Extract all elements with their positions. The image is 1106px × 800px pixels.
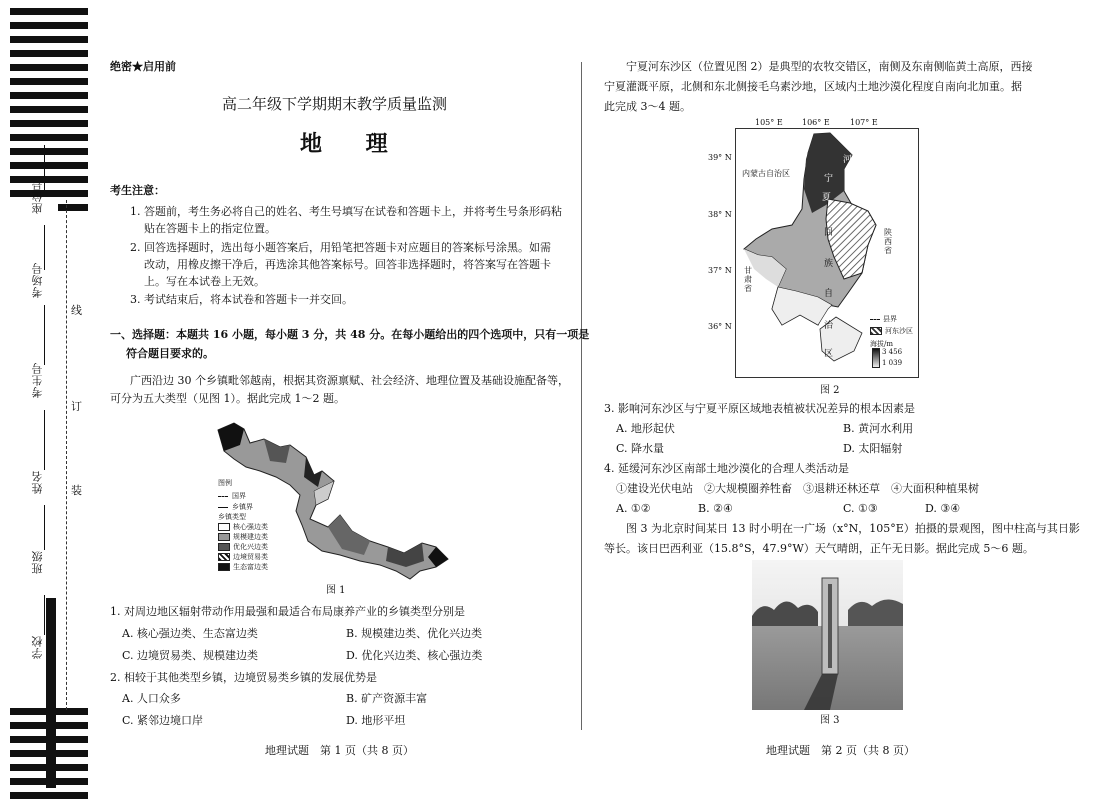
lon-tick: 106° E [802, 118, 830, 127]
page-footer-1: 地理试题 第 1 页（共 8 页） [265, 744, 414, 757]
notice-line: 1. 答题前，考生务必将自己的姓名、考生号填写在试卷和答题卡上，并将考生号条形码粘 [130, 205, 562, 218]
q1-option-c: C. 边境贸易类、规模建边类 [122, 649, 259, 662]
intro-text: 此完成 3～4 题。 [604, 100, 691, 113]
notice-line: 3. 考试结束后，将本试卷和答题卡一并交回。 [130, 293, 353, 306]
notice-title: 考生注意： [110, 184, 165, 197]
cut-mark-staple: 装 [71, 484, 82, 497]
field-line [44, 145, 45, 195]
page-footer-2: 地理试题 第 2 页（共 8 页） [766, 744, 915, 757]
notice-line: 贴在答题卡上的指定位置。 [144, 222, 276, 235]
fig2-legend-item: 县界 [870, 314, 897, 324]
label-gansu: 甘肃省 [744, 266, 752, 293]
map-char: 区 [824, 349, 834, 359]
q3-option-d: D. 太阳辐射 [843, 442, 903, 455]
exam-title: 高二年级下学期期末教学质量监测 [222, 95, 448, 113]
notice-line: 改动，用橡皮擦干净后，再选涂其他答案标号。回答非选择题时，将答案写在答题卡 [144, 258, 551, 271]
lon-tick: 105° E [755, 118, 783, 127]
intro-text: 图 3 为北京时间某日 13 时小明在一广场（x°N，105°E）拍摄的景观图，图中柱高与其日影 [626, 522, 1080, 535]
field-line [44, 225, 45, 270]
intro-text: 宁夏灌溉平原，北侧和东北侧接毛乌素沙地，区域内土地沙漠化程度自南向北加重。据 [604, 80, 1022, 93]
map-char: 自 [824, 289, 834, 299]
notice-line: 2. 回答选择题时，选出每小题答案后，用铅笔把答题卡对应题目的答案标号涂黑。如需 [130, 241, 551, 254]
q2-option-b: B. 矿产资源丰富 [346, 692, 428, 705]
intro-text: 广西沿边 30 个乡镇毗邻越南，根据其资源禀赋、社会经济、地理位置及基础设施配备等， [130, 374, 569, 387]
label-shaanxi: 陕西省 [884, 228, 892, 255]
section-heading: 一、选择题：本题共 16 小题，每小题 3 分，共 48 分。在每小题给出的四个选项中，只有一项是 [110, 328, 590, 341]
q4-option-d: D. ③④ [925, 502, 961, 515]
q3-option-a: A. 地形起伏 [616, 422, 675, 435]
field-exam-number: 考生号 [31, 362, 44, 398]
field-class: 班级 [31, 550, 44, 574]
field-name: 姓名 [31, 470, 44, 494]
subject-title: 地 理 [300, 131, 406, 157]
lat-tick: 38° N [708, 210, 732, 219]
intro-text: 宁夏河东沙区（位置见图 2）是典型的农牧交错区，南侧及东南侧临黄土高原，西接 [626, 60, 1033, 73]
q4-option-b: B. ②④ [698, 502, 733, 515]
q3-option-c: C. 降水量 [616, 442, 665, 455]
fig1-legend-item: 国界 [218, 491, 246, 501]
cut-mark-line: 线 [71, 304, 82, 317]
section-heading-cont: 符合题目要求的。 [126, 347, 214, 360]
fig1-legend-title: 图例 [218, 479, 232, 487]
map-char: 河 [843, 155, 853, 165]
fig1-legend-item: 核心强边类 [218, 522, 268, 532]
secret-label: 绝密★启用前 [110, 60, 176, 73]
q3-option-b: B. 黄河水利用 [843, 422, 914, 435]
field-school: 学校 [31, 635, 44, 659]
lon-tick: 107° E [850, 118, 878, 127]
figure-2-caption: 图 2 [820, 385, 840, 396]
q1-option-b: B. 规模建边类、优化兴边类 [346, 627, 483, 640]
question-1: 1. 对周边地区辐射带动作用最强和最适合布局康养产业的乡镇类型分别是 [110, 605, 465, 618]
q2-option-d: D. 地形平坦 [346, 714, 406, 727]
lat-tick: 39° N [708, 153, 732, 162]
map-char: 夏 [822, 193, 832, 203]
field-line [44, 410, 45, 470]
page-divider [581, 62, 582, 730]
map-char: 治 [824, 321, 834, 331]
intro-text: 等长。该日巴西利亚（15.8°S，47.9°W）天气晴朗，正午无日影。据此完成 5～6 题。 [604, 542, 1034, 555]
map-char: 回 [824, 228, 834, 238]
question-4: 4. 延缓河东沙区南部土地沙漠化的合理人类活动是 [604, 462, 849, 475]
q1-option-d: D. 优化兴边类、核心强边类 [346, 649, 483, 662]
q2-option-c: C. 紧邻边境口岸 [122, 714, 204, 727]
elevation-bar [872, 348, 880, 368]
binding-dashed-line [66, 200, 68, 710]
question-2: 2. 相较于其他类型乡镇，边境贸易类乡镇的发展优势是 [110, 671, 377, 684]
fig1-legend-subtitle: 乡镇类型 [218, 513, 246, 521]
field-line [44, 505, 45, 550]
field-room: 考场号 [31, 262, 44, 298]
fig1-legend-item: 生态富边类 [218, 562, 268, 572]
q4-items: ①建设光伏电站 ②大规模圈养牲畜 ③退耕还林还草 ④大面积种植果树 [616, 482, 979, 495]
fig1-legend-item: 优化兴边类 [218, 542, 268, 552]
elev-high: 3 456 [882, 348, 903, 356]
q1-option-a: A. 核心强边类、生态富边类 [122, 627, 258, 640]
elev-low: 1 039 [882, 359, 903, 367]
map-char: 宁 [824, 174, 834, 184]
q4-option-a: A. ①② [616, 502, 651, 515]
q2-option-a: A. 人口众多 [122, 692, 181, 705]
figure-3-caption: 图 3 [820, 715, 840, 726]
figure-1-caption: 图 1 [326, 585, 346, 596]
lat-tick: 37° N [708, 266, 732, 275]
field-line [44, 595, 45, 635]
fig2-legend-elev: 海拔/m [870, 340, 893, 348]
fig1-legend-item: 边境贸易类 [218, 552, 268, 562]
lat-tick: 36° N [708, 322, 732, 331]
label-inner-mongolia: 内蒙古自治区 [742, 169, 790, 178]
field-line [44, 305, 45, 365]
fig2-legend-item: 河东沙区 [870, 326, 913, 336]
map-char: 族 [824, 259, 834, 269]
fig1-legend-item: 规模建边类 [218, 532, 268, 542]
intro-text: 可分为五大类型（见图 1）。据此完成 1～2 题。 [110, 392, 345, 405]
cut-mark-bind: 订 [71, 400, 82, 413]
question-3: 3. 影响河东沙区与宁夏平原区域地表植被状况差异的根本因素是 [604, 402, 915, 415]
figure-3-photo [752, 560, 903, 710]
fig1-legend-item: 乡镇界 [218, 502, 253, 512]
notice-line: 上。写在本试卷上无效。 [144, 275, 265, 288]
q4-option-c: C. ①③ [843, 502, 878, 515]
field-seat: 座位号 [31, 178, 44, 214]
